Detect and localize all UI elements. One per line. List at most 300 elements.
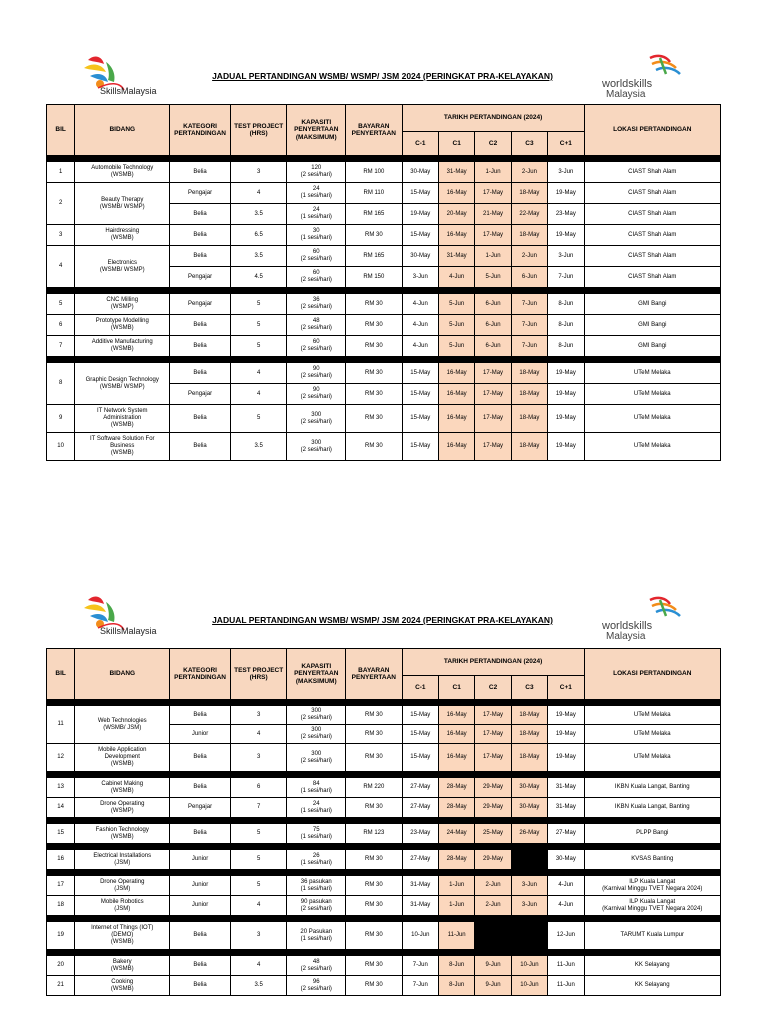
bidang-cell: Bakery (WSMB) bbox=[75, 956, 170, 976]
date-c1-cell: 1-Jun bbox=[439, 896, 475, 916]
kapasiti-cell: 26 (1 sesi/hari) bbox=[287, 850, 346, 870]
date-c2-cell: 29-May bbox=[475, 850, 511, 870]
date-c1-cell: 16-May bbox=[439, 363, 475, 384]
bayaran-cell: RM 110 bbox=[346, 183, 403, 204]
date-c3-cell: 26-May bbox=[511, 824, 547, 844]
kategori-cell: Belia bbox=[170, 204, 231, 225]
date-c-plus-1-cell: 19-May bbox=[548, 384, 584, 405]
test-project-cell: 7 bbox=[230, 798, 287, 818]
kategori-cell: Junior bbox=[170, 876, 231, 896]
kapasiti-cell: 60 (2 sesi/hari) bbox=[287, 246, 346, 267]
date-c3-cell: 10-Jun bbox=[511, 956, 547, 976]
bidang-cell: IT Software Solution For Business (WSMB) bbox=[75, 433, 170, 461]
date-c-minus-1-cell: 7-Jun bbox=[402, 956, 438, 976]
date-c-minus-1-cell: 15-May bbox=[402, 744, 438, 772]
date-c-minus-1-cell: 19-May bbox=[402, 204, 438, 225]
column-header-lokasi: LOKASI PERTANDINGAN bbox=[584, 105, 720, 156]
date-c3-cell: 18-May bbox=[511, 433, 547, 461]
table-row bbox=[47, 405, 721, 433]
date-c-minus-1-cell: 10-Jun bbox=[402, 922, 438, 950]
kapasiti-cell: 300 (2 sesi/hari) bbox=[287, 744, 346, 772]
kategori-cell: Pengajar bbox=[170, 798, 231, 818]
date-c2-cell: 2-Jun bbox=[475, 876, 511, 896]
date-c-plus-1-cell: 19-May bbox=[548, 225, 584, 246]
test-project-cell: 5 bbox=[230, 850, 287, 870]
column-header-c-minus-1: C-1 bbox=[402, 132, 438, 156]
bidang-cell: Hairdressing (WSMB) bbox=[75, 225, 170, 246]
date-c1-cell: 28-May bbox=[439, 778, 475, 798]
column-header-c1: C1 bbox=[439, 132, 475, 156]
kategori-cell: Junior bbox=[170, 725, 231, 744]
column-header-c1: C1 bbox=[439, 676, 475, 700]
bayaran-cell: RM 165 bbox=[346, 246, 403, 267]
kapasiti-cell: 120 (2 sesi/hari) bbox=[287, 162, 346, 183]
bayaran-cell: RM 30 bbox=[346, 976, 403, 996]
bil-cell: 11 bbox=[47, 706, 75, 744]
kapasiti-cell: 24 (1 sesi/hari) bbox=[287, 204, 346, 225]
date-c-minus-1-cell: 4-Jun bbox=[402, 315, 438, 336]
kategori-cell: Belia bbox=[170, 706, 231, 725]
table-row bbox=[47, 433, 721, 461]
svg-text:Malaysia: Malaysia bbox=[606, 631, 646, 641]
date-c-plus-1-cell: 4-Jun bbox=[548, 876, 584, 896]
bil-cell: 20 bbox=[47, 956, 75, 976]
bil-cell: 2 bbox=[47, 183, 75, 225]
date-c-plus-1-cell: 4-Jun bbox=[548, 896, 584, 916]
date-c3-cell: 7-Jun bbox=[511, 294, 547, 315]
kategori-cell: Belia bbox=[170, 336, 231, 357]
kategori-cell: Belia bbox=[170, 225, 231, 246]
date-c3-cell: 2-Jun bbox=[511, 246, 547, 267]
date-c-plus-1-cell: 12-Jun bbox=[548, 922, 584, 950]
date-c2-cell: 29-May bbox=[475, 798, 511, 818]
date-c1-cell: 16-May bbox=[439, 225, 475, 246]
column-header-kategori: KATEGORI PERTANDINGAN bbox=[170, 105, 231, 156]
date-c2-cell: 17-May bbox=[475, 706, 511, 725]
date-c2-cell: 1-Jun bbox=[475, 162, 511, 183]
table-row bbox=[47, 336, 721, 357]
date-c3-cell: 18-May bbox=[511, 384, 547, 405]
kapasiti-cell: 300 (2 sesi/hari) bbox=[287, 725, 346, 744]
bil-cell: 7 bbox=[47, 336, 75, 357]
date-c3-cell: 18-May bbox=[511, 405, 547, 433]
bayaran-cell: RM 100 bbox=[346, 162, 403, 183]
table-row bbox=[47, 246, 721, 267]
date-c2-cell: 25-May bbox=[475, 824, 511, 844]
bidang-cell: Cabinet Making (WSMB) bbox=[75, 778, 170, 798]
kapasiti-cell: 90 (2 sesi/hari) bbox=[287, 384, 346, 405]
date-c-plus-1-cell: 11-Jun bbox=[548, 976, 584, 996]
test-project-cell: 5 bbox=[230, 405, 287, 433]
table-row bbox=[47, 850, 721, 870]
date-c3-cell: 22-May bbox=[511, 204, 547, 225]
lokasi-cell: CIAST Shah Alam bbox=[584, 246, 720, 267]
bidang-cell: Drone Operating (JSM) bbox=[75, 876, 170, 896]
table-row bbox=[47, 896, 721, 916]
date-c-minus-1-cell: 27-May bbox=[402, 798, 438, 818]
date-c1-cell: 16-May bbox=[439, 744, 475, 772]
lokasi-cell: UTeM Melaka bbox=[584, 725, 720, 744]
test-project-cell: 3.5 bbox=[230, 433, 287, 461]
date-c-minus-1-cell: 15-May bbox=[402, 433, 438, 461]
skillsmalaysia-logo bbox=[80, 592, 170, 642]
bidang-cell: Prototype Modelling (WSMB) bbox=[75, 315, 170, 336]
date-c-minus-1-cell: 27-May bbox=[402, 778, 438, 798]
date-c-minus-1-cell: 30-May bbox=[402, 162, 438, 183]
lokasi-cell: GMI Bangi bbox=[584, 294, 720, 315]
bayaran-cell: RM 150 bbox=[346, 267, 403, 288]
date-c3-cell: 7-Jun bbox=[511, 336, 547, 357]
date-c3-cell: 3-Jun bbox=[511, 896, 547, 916]
date-c-plus-1-cell: 11-Jun bbox=[548, 956, 584, 976]
test-project-cell: 3.5 bbox=[230, 246, 287, 267]
date-c-plus-1-cell: 23-May bbox=[548, 204, 584, 225]
kapasiti-cell: 60 (2 sesi/hari) bbox=[287, 267, 346, 288]
date-c-minus-1-cell: 3-Jun bbox=[402, 267, 438, 288]
column-header-tarikh: TARIKH PERTANDINGAN (2024) bbox=[402, 105, 584, 132]
date-c-plus-1-cell: 19-May bbox=[548, 706, 584, 725]
lokasi-cell: UTeM Melaka bbox=[584, 706, 720, 725]
date-c2-cell: 21-May bbox=[475, 204, 511, 225]
bayaran-cell: RM 30 bbox=[346, 225, 403, 246]
column-header-kapasiti: KAPASITI PENYERTAAN (MAKSIMUM) bbox=[287, 105, 346, 156]
date-c-plus-1-cell: 19-May bbox=[548, 725, 584, 744]
date-c1-cell: 8-Jun bbox=[439, 956, 475, 976]
date-c3-cell: 7-Jun bbox=[511, 315, 547, 336]
date-c2-cell: 29-May bbox=[475, 778, 511, 798]
bayaran-cell: RM 30 bbox=[346, 336, 403, 357]
date-c2-cell: 9-Jun bbox=[475, 976, 511, 996]
column-header-c2: C2 bbox=[475, 676, 511, 700]
date-c1-cell: 4-Jun bbox=[439, 267, 475, 288]
test-project-cell: 4 bbox=[230, 956, 287, 976]
bil-cell: 12 bbox=[47, 744, 75, 772]
bil-cell: 21 bbox=[47, 976, 75, 996]
date-c-minus-1-cell: 31-May bbox=[402, 876, 438, 896]
date-c2-cell: 5-Jun bbox=[475, 267, 511, 288]
date-c2-cell: 6-Jun bbox=[475, 315, 511, 336]
column-header-c2: C2 bbox=[475, 132, 511, 156]
date-c2-cell: 6-Jun bbox=[475, 294, 511, 315]
skillsmalaysia-logo bbox=[80, 52, 170, 102]
column-header-bil: BIL bbox=[47, 649, 75, 700]
table-row bbox=[47, 778, 721, 798]
kapasiti-cell: 75 (1 sesi/hari) bbox=[287, 824, 346, 844]
kapasiti-cell: 30 (1 sesi/hari) bbox=[287, 225, 346, 246]
bayaran-cell: RM 30 bbox=[346, 384, 403, 405]
date-c1-cell: 31-May bbox=[439, 246, 475, 267]
date-c1-cell: 11-Jun bbox=[439, 922, 475, 950]
date-c-plus-1-cell: 8-Jun bbox=[548, 294, 584, 315]
date-c-minus-1-cell: 31-May bbox=[402, 896, 438, 916]
bil-cell: 6 bbox=[47, 315, 75, 336]
test-project-cell: 4 bbox=[230, 896, 287, 916]
kategori-cell: Junior bbox=[170, 850, 231, 870]
column-header-c3: C3 bbox=[511, 132, 547, 156]
kapasiti-cell: 20 Pasukan (1 sesi/hari) bbox=[287, 922, 346, 950]
test-project-cell: 6.5 bbox=[230, 225, 287, 246]
bidang-cell: Internet of Things (IOT) (DEMO) (WSMB) bbox=[75, 922, 170, 950]
date-c1-cell: 20-May bbox=[439, 204, 475, 225]
bayaran-cell: RM 30 bbox=[346, 433, 403, 461]
date-c1-cell: 16-May bbox=[439, 725, 475, 744]
column-header-lokasi: LOKASI PERTANDINGAN bbox=[584, 649, 720, 700]
lokasi-cell: ILP Kuala Langat (Karnival Minggu TVET Negara 2024) bbox=[584, 876, 720, 896]
column-header-kategori: KATEGORI PERTANDINGAN bbox=[170, 649, 231, 700]
date-c3-cell: 18-May bbox=[511, 725, 547, 744]
date-c3-cell: 18-May bbox=[511, 183, 547, 204]
bayaran-cell: RM 30 bbox=[346, 744, 403, 772]
date-c3-cell: 18-May bbox=[511, 225, 547, 246]
bayaran-cell: RM 165 bbox=[346, 204, 403, 225]
kapasiti-cell: 90 pasukan (2 sesi/hari) bbox=[287, 896, 346, 916]
table-row bbox=[47, 824, 721, 844]
bidang-cell: Electronics (WSMB/ WSMP) bbox=[75, 246, 170, 288]
column-header-c-plus-1: C+1 bbox=[548, 132, 584, 156]
date-c-plus-1-cell: 27-May bbox=[548, 824, 584, 844]
bidang-cell: Beauty Therapy (WSMB/ WSMP) bbox=[75, 183, 170, 225]
lokasi-cell: CIAST Shah Alam bbox=[584, 162, 720, 183]
table-row bbox=[47, 162, 721, 183]
table-row bbox=[47, 315, 721, 336]
date-c-plus-1-cell: 31-May bbox=[548, 798, 584, 818]
bidang-cell: Mobile Robotics (JSM) bbox=[75, 896, 170, 916]
kapasiti-cell: 300 (2 sesi/hari) bbox=[287, 433, 346, 461]
kapasiti-cell: 300 (2 sesi/hari) bbox=[287, 706, 346, 725]
table-row bbox=[47, 744, 721, 772]
kapasiti-cell: 60 (2 sesi/hari) bbox=[287, 336, 346, 357]
svg-text:SkillsMalaysia: SkillsMalaysia bbox=[100, 626, 157, 636]
lokasi-cell: KK Selayang bbox=[584, 956, 720, 976]
kapasiti-cell: 24 (1 sesi/hari) bbox=[287, 183, 346, 204]
date-c-minus-1-cell: 23-May bbox=[402, 824, 438, 844]
date-c1-cell: 1-Jun bbox=[439, 876, 475, 896]
lokasi-cell: UTeM Melaka bbox=[584, 744, 720, 772]
bidang-cell: Web Technologies (WSMB/ JSM) bbox=[75, 706, 170, 744]
date-c2-cell: 1-Jun bbox=[475, 246, 511, 267]
date-c1-cell: 16-May bbox=[439, 405, 475, 433]
lokasi-cell: TARUMT Kuala Lumpur bbox=[584, 922, 720, 950]
kapasiti-cell: 96 (2 sesi/hari) bbox=[287, 976, 346, 996]
test-project-cell: 5 bbox=[230, 294, 287, 315]
column-header-tarikh: TARIKH PERTANDINGAN (2024) bbox=[402, 649, 584, 676]
date-c1-cell: 5-Jun bbox=[439, 315, 475, 336]
bayaran-cell: RM 30 bbox=[346, 798, 403, 818]
column-header-test-project: TEST PROJECT (HRS) bbox=[230, 105, 287, 156]
date-c2-cell: 2-Jun bbox=[475, 896, 511, 916]
schedule-table bbox=[46, 648, 721, 996]
date-c-plus-1-cell: 30-May bbox=[548, 850, 584, 870]
kategori-cell: Belia bbox=[170, 162, 231, 183]
table-row bbox=[47, 225, 721, 246]
kapasiti-cell: 300 (2 sesi/hari) bbox=[287, 405, 346, 433]
kategori-cell: Belia bbox=[170, 824, 231, 844]
bil-cell: 17 bbox=[47, 876, 75, 896]
date-c3-cell: 3-Jun bbox=[511, 876, 547, 896]
date-c-minus-1-cell: 4-Jun bbox=[402, 294, 438, 315]
bayaran-cell: RM 30 bbox=[346, 876, 403, 896]
document-title: JADUAL PERTANDINGAN WSMB/ WSMP/ JSM 2024 (PERINGKAT PRA-KELAYAKAN) bbox=[212, 615, 553, 625]
lokasi-cell: CIAST Shah Alam bbox=[584, 204, 720, 225]
date-c3-cell: 6-Jun bbox=[511, 267, 547, 288]
lokasi-cell: KVSAS Banting bbox=[584, 850, 720, 870]
kategori-cell: Belia bbox=[170, 956, 231, 976]
table-row bbox=[47, 976, 721, 996]
date-c-plus-1-cell: 19-May bbox=[548, 363, 584, 384]
lokasi-cell: UTeM Melaka bbox=[584, 363, 720, 384]
test-project-cell: 3.5 bbox=[230, 204, 287, 225]
lokasi-cell: ILP Kuala Langat (Karnival Minggu TVET Negara 2024) bbox=[584, 896, 720, 916]
date-c1-cell: 28-May bbox=[439, 850, 475, 870]
kapasiti-cell: 48 (2 sesi/hari) bbox=[287, 315, 346, 336]
bil-cell: 5 bbox=[47, 294, 75, 315]
date-c-plus-1-cell: 3-Jun bbox=[548, 246, 584, 267]
date-c-minus-1-cell: 4-Jun bbox=[402, 336, 438, 357]
date-c3-cell: 2-Jun bbox=[511, 162, 547, 183]
date-c-plus-1-cell: 19-May bbox=[548, 405, 584, 433]
date-c2-cell: 17-May bbox=[475, 433, 511, 461]
test-project-cell: 4.5 bbox=[230, 267, 287, 288]
kategori-cell: Belia bbox=[170, 744, 231, 772]
date-c1-cell: 16-May bbox=[439, 433, 475, 461]
column-header-bidang: BIDANG bbox=[75, 649, 170, 700]
kategori-cell: Belia bbox=[170, 405, 231, 433]
bayaran-cell: RM 30 bbox=[346, 896, 403, 916]
kategori-cell: Belia bbox=[170, 433, 231, 461]
table-row bbox=[47, 798, 721, 818]
lokasi-cell: IKBN Kuala Langat, Banting bbox=[584, 778, 720, 798]
date-c-minus-1-cell: 15-May bbox=[402, 405, 438, 433]
date-c1-cell: 8-Jun bbox=[439, 976, 475, 996]
lokasi-cell: GMI Bangi bbox=[584, 315, 720, 336]
lokasi-cell: CIAST Shah Alam bbox=[584, 183, 720, 204]
lokasi-cell: CIAST Shah Alam bbox=[584, 267, 720, 288]
date-c-plus-1-cell: 19-May bbox=[548, 744, 584, 772]
date-c-plus-1-cell: 31-May bbox=[548, 778, 584, 798]
date-c2-cell: 17-May bbox=[475, 744, 511, 772]
date-c3-cell: 18-May bbox=[511, 706, 547, 725]
lokasi-cell: IKBN Kuala Langat, Banting bbox=[584, 798, 720, 818]
date-c1-cell: 5-Jun bbox=[439, 336, 475, 357]
kategori-cell: Pengajar bbox=[170, 183, 231, 204]
date-c2-cell: 17-May bbox=[475, 725, 511, 744]
date-c2-cell: 17-May bbox=[475, 405, 511, 433]
bayaran-cell: RM 30 bbox=[346, 405, 403, 433]
kategori-cell: Pengajar bbox=[170, 384, 231, 405]
date-c-plus-1-cell: 3-Jun bbox=[548, 162, 584, 183]
lokasi-cell: KK Selayang bbox=[584, 976, 720, 996]
blocked-date-cell bbox=[475, 922, 548, 950]
date-c1-cell: 24-May bbox=[439, 824, 475, 844]
date-c-minus-1-cell: 15-May bbox=[402, 363, 438, 384]
kapasiti-cell: 48 (2 sesi/hari) bbox=[287, 956, 346, 976]
date-c2-cell: 6-Jun bbox=[475, 336, 511, 357]
kategori-cell: Belia bbox=[170, 922, 231, 950]
date-c-minus-1-cell: 15-May bbox=[402, 725, 438, 744]
test-project-cell: 5 bbox=[230, 876, 287, 896]
lokasi-cell: UTeM Melaka bbox=[584, 384, 720, 405]
bidang-cell: Electrical Installations (JSM) bbox=[75, 850, 170, 870]
test-project-cell: 3 bbox=[230, 922, 287, 950]
test-project-cell: 5 bbox=[230, 824, 287, 844]
schedule-table bbox=[46, 104, 721, 461]
bayaran-cell: RM 30 bbox=[346, 315, 403, 336]
test-project-cell: 3.5 bbox=[230, 976, 287, 996]
bil-cell: 14 bbox=[47, 798, 75, 818]
date-c1-cell: 5-Jun bbox=[439, 294, 475, 315]
test-project-cell: 4 bbox=[230, 725, 287, 744]
test-project-cell: 6 bbox=[230, 778, 287, 798]
bil-cell: 10 bbox=[47, 433, 75, 461]
test-project-cell: 3 bbox=[230, 744, 287, 772]
column-header-test-project: TEST PROJECT (HRS) bbox=[230, 649, 287, 700]
date-c-minus-1-cell: 15-May bbox=[402, 706, 438, 725]
date-c3-cell: 18-May bbox=[511, 744, 547, 772]
kategori-cell: Belia bbox=[170, 363, 231, 384]
kategori-cell: Junior bbox=[170, 896, 231, 916]
kategori-cell: Belia bbox=[170, 778, 231, 798]
test-project-cell: 4 bbox=[230, 363, 287, 384]
bil-cell: 16 bbox=[47, 850, 75, 870]
date-c-minus-1-cell: 15-May bbox=[402, 384, 438, 405]
bil-cell: 18 bbox=[47, 896, 75, 916]
table-row bbox=[47, 876, 721, 896]
date-c2-cell: 9-Jun bbox=[475, 956, 511, 976]
kategori-cell: Pengajar bbox=[170, 267, 231, 288]
table-row bbox=[47, 706, 721, 725]
svg-text:worldskills: worldskills bbox=[602, 78, 653, 90]
bidang-cell: Drone Operating (WSMP) bbox=[75, 798, 170, 818]
date-c2-cell: 17-May bbox=[475, 183, 511, 204]
date-c3-cell: 30-May bbox=[511, 778, 547, 798]
column-header-bidang: BIDANG bbox=[75, 105, 170, 156]
column-header-kapasiti: KAPASITI PENYERTAAN (MAKSIMUM) bbox=[287, 649, 346, 700]
date-c3-cell: 18-May bbox=[511, 363, 547, 384]
kategori-cell: Belia bbox=[170, 246, 231, 267]
kapasiti-cell: 36 pasukan (1 sesi/hari) bbox=[287, 876, 346, 896]
lokasi-cell: PLPP Bangi bbox=[584, 824, 720, 844]
test-project-cell: 4 bbox=[230, 384, 287, 405]
test-project-cell: 5 bbox=[230, 315, 287, 336]
lokasi-cell: CIAST Shah Alam bbox=[584, 225, 720, 246]
column-header-bayaran: BAYARAN PENYERTAAN bbox=[346, 649, 403, 700]
lokasi-cell: GMI Bangi bbox=[584, 336, 720, 357]
kapasiti-cell: 84 (1 sesi/hari) bbox=[287, 778, 346, 798]
column-header-bayaran: BAYARAN PENYERTAAN bbox=[346, 105, 403, 156]
bayaran-cell: RM 30 bbox=[346, 294, 403, 315]
bil-cell: 19 bbox=[47, 922, 75, 950]
date-c-plus-1-cell: 19-May bbox=[548, 183, 584, 204]
bil-cell: 15 bbox=[47, 824, 75, 844]
date-c1-cell: 31-May bbox=[439, 162, 475, 183]
bidang-cell: Additive Manufacturing (WSMB) bbox=[75, 336, 170, 357]
svg-text:worldskills: worldskills bbox=[602, 620, 653, 632]
date-c1-cell: 16-May bbox=[439, 183, 475, 204]
kategori-cell: Belia bbox=[170, 315, 231, 336]
column-header-c3: C3 bbox=[511, 676, 547, 700]
test-project-cell: 4 bbox=[230, 183, 287, 204]
bidang-cell: IT Network System Administration (WSMB) bbox=[75, 405, 170, 433]
kapasiti-cell: 24 (1 sesi/hari) bbox=[287, 798, 346, 818]
table-row bbox=[47, 922, 721, 950]
bil-cell: 3 bbox=[47, 225, 75, 246]
bayaran-cell: RM 30 bbox=[346, 706, 403, 725]
date-c1-cell: 16-May bbox=[439, 384, 475, 405]
bidang-cell: Automobile Technology (WSMB) bbox=[75, 162, 170, 183]
column-header-c-plus-1: C+1 bbox=[548, 676, 584, 700]
worldskills-malaysia-logo bbox=[600, 596, 690, 641]
date-c-minus-1-cell: 7-Jun bbox=[402, 976, 438, 996]
